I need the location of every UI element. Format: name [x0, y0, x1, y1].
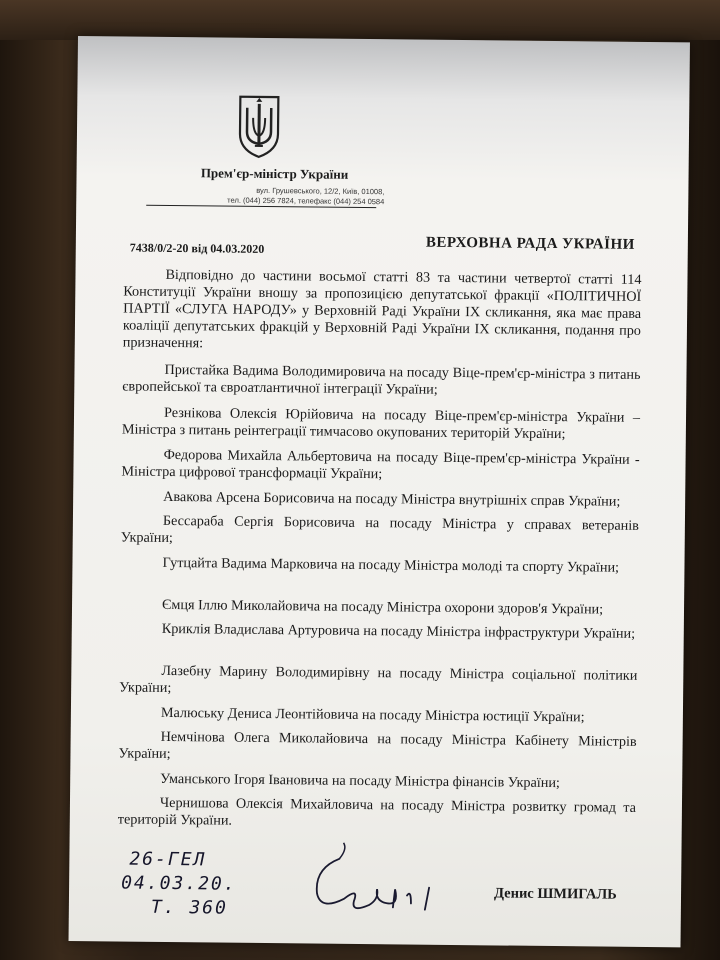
handwritten-date: 04.03.20. — [121, 872, 237, 895]
document-reference: 7438/0/2-20 від 04.03.2020 — [129, 240, 265, 256]
appointment-item: Резнікова Олексія Юрійовича на посаду Віце-прем'єр-міністра України – Міністра з питань реінтеграції тимчасово окупованих територій України; — [121, 404, 641, 443]
contact-line: тел. (044) 256 7824, телефакс (044) 254 0584 — [227, 195, 385, 207]
appointment-item: Малюську Дениса Леонтійовича на посаду Міністра юстиції України; — [160, 704, 585, 726]
appointment-item: Авакова Арсена Борисовича на посаду Міністра внутрішніх справ України; — [163, 488, 621, 510]
appointment-item: Лазебну Марину Володимирівну на посаду Міністра соціальної політики України; — [119, 662, 638, 697]
appointment-item: Гутцайта Вадима Марковича на посаду Міністра молоді та спорту України; — [162, 554, 620, 576]
appointment-item: Чернишова Олексія Михайловича на посаду Міністра розвитку громад та територій України. — [117, 794, 637, 829]
appointment-item: Федорова Михайла Альбертовича на посаду Віце-прем'єр-міністра України - Міністра цифрової трансформації України; — [121, 446, 640, 483]
address-line: вул. Грушевського, 12/2, Київ, 01008, — [256, 185, 385, 197]
handwritten-number: Т. 360 — [150, 896, 229, 919]
appointment-item: Немчінова Олега Миколайовича на посаду Міністра Кабінету Міністрів України; — [118, 728, 637, 763]
letter-sheet — [69, 36, 690, 947]
handwritten-note-line: 26-ГЕЛ — [129, 848, 207, 871]
appointment-item: Криклія Владислава Артуровича на посаду Міністра інфраструктури України; — [161, 620, 636, 642]
recipient: ВЕРХОВНА РАДА УКРАЇНИ — [425, 234, 635, 253]
sender-address — [164, 185, 384, 207]
appointment-item: Бессараба Сергія Борисовича на посаду Міністра у справах ветеранів України; — [120, 512, 639, 547]
intro-paragraph: Відповідно до частини восьмої статті 83 та частини четвертої статті 114 Конституції України вношу за пропозицією депутатської фракції «ПОЛІТИЧНОЇ ПАРТІЇ «СЛУГА НАРОДУ» у Верховній Раді України IX скликання, яка має права коаліції депутатських фракцій у Верховній Раді України IX скликання, подання про призначення: — [122, 266, 642, 352]
signer-name: Денис ШМИГАЛЬ — [493, 885, 617, 903]
appointment-item: Ємця Іллю Миколайовича на посаду Міністра охорони здоров'я України; — [161, 596, 604, 618]
sender-title: Прем'єр-міністр України — [200, 165, 349, 182]
trident-coat-of-arms-icon — [237, 94, 282, 160]
appointment-item: Уманського Ігоря Івановича на посаду Міністра фінансів України; — [160, 770, 560, 792]
signature-icon — [299, 838, 450, 920]
appointment-item: Пристайка Вадима Володимировича на посаду Віце-прем'єр-міністра з питань європейської та євроатлантичної інтеграції України; — [122, 361, 641, 398]
desk-edge — [0, 0, 720, 40]
